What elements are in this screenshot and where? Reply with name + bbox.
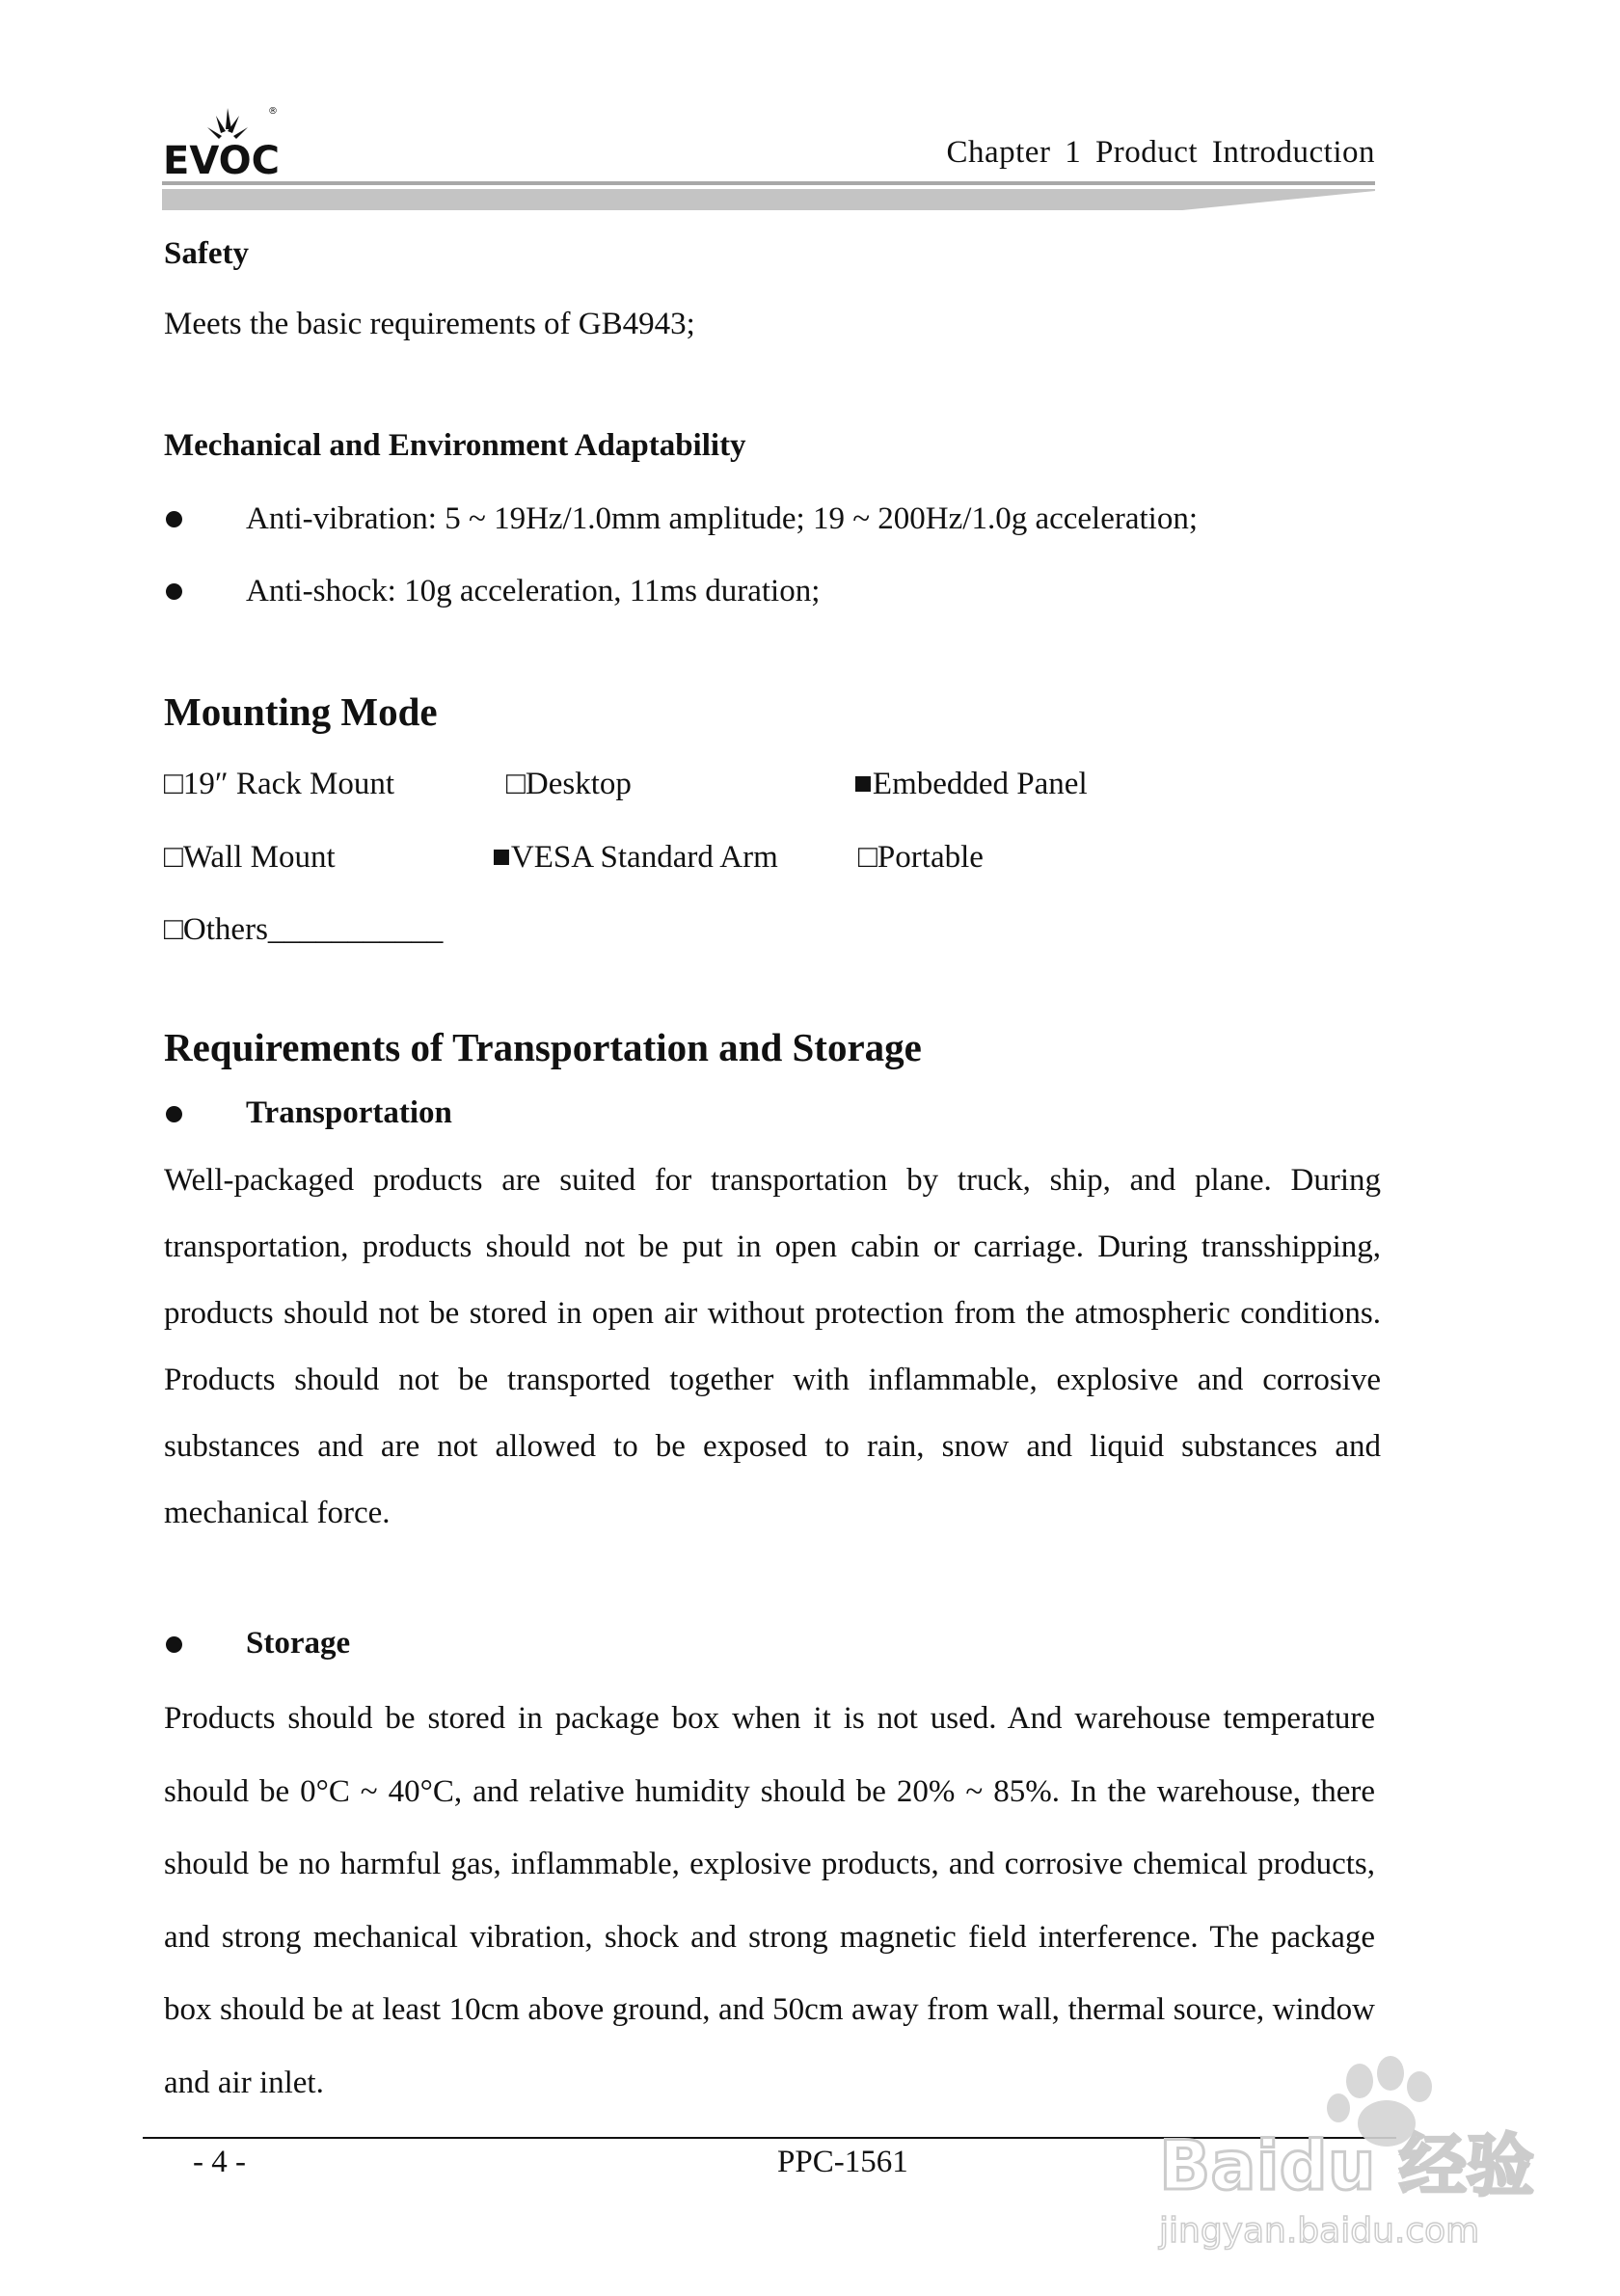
baidu-watermark xyxy=(1138,2044,1543,2266)
logo-star-icon xyxy=(207,108,248,139)
bullet-icon xyxy=(166,1636,182,1653)
mount-option-portable: □Portable xyxy=(858,840,984,875)
model-number: PPC-1561 xyxy=(777,2145,908,2179)
mount-option-desktop: □Desktop xyxy=(506,767,632,801)
chapter-title: Chapter 1 Product Introduction xyxy=(946,135,1375,170)
transportation-paragraph: Well-packaged products are suited for transportation by truck, ship, and plane. During transportation, products should not be put in open cabin or carriage. During transshipping, products should not be stored in open air without protection from the atmospheric conditions. Products should not be transported together with inflammable, explosive and corrosive substances and are not allowed to be exposed to rain, snow and liquid substances and mechanical force. xyxy=(164,1163,1381,1530)
bullet-icon xyxy=(166,583,182,600)
mount-option-others: □Others___________ xyxy=(164,912,444,947)
watermark-url: jingyan.baidu.com xyxy=(1159,2211,1480,2251)
watermark-brand: Baidu 经验 xyxy=(1159,2126,1534,2205)
storage-paragraph: Products should be stored in package box when it is not used. And warehouse temperature should be 0°C ~ 40°C, and relative humidity should be 20% ~ 85%. In the warehouse, there should be no harmful gas, inflammable, explosive products, and corrosive chemical products, and strong mechanical vibration, shock and strong magnetic field interference. The package box should be at least 10cm above ground, and 50cm away from wall, thermal source, window and air inlet. xyxy=(164,1701,1375,2100)
transport-storage-heading: Requirements of Transportation and Storage xyxy=(164,1025,922,1069)
header-rule xyxy=(162,181,1375,210)
mechanical-item: Anti-shock: 10g acceleration, 11ms duration; xyxy=(246,574,821,608)
safety-text: Meets the basic requirements of GB4943; xyxy=(164,307,695,341)
safety-heading: Safety xyxy=(164,236,249,271)
storage-heading: Storage xyxy=(246,1626,351,1661)
transportation-heading: Transportation xyxy=(246,1095,452,1130)
mechanical-heading: Mechanical and Environment Adaptability xyxy=(164,428,746,463)
mount-option-rack: □19″ Rack Mount xyxy=(164,767,394,801)
page-number: - 4 - xyxy=(193,2145,246,2179)
mount-option-embedded: ■Embedded Panel xyxy=(853,767,1088,801)
logo-text: EVOC xyxy=(163,139,280,177)
bullet-icon xyxy=(166,511,182,527)
bullet-icon xyxy=(166,1106,182,1122)
evoc-logo xyxy=(162,100,283,177)
mount-option-wall: □Wall Mount xyxy=(164,840,336,875)
mounting-heading: Mounting Mode xyxy=(164,689,438,734)
mount-option-vesa: ■VESA Standard Arm xyxy=(492,840,778,875)
mechanical-item: Anti-vibration: 5 ~ 19Hz/1.0mm amplitude; 19 ~ 200Hz/1.0g acceleration; xyxy=(246,501,1198,536)
svg-text:®: ® xyxy=(268,106,278,117)
